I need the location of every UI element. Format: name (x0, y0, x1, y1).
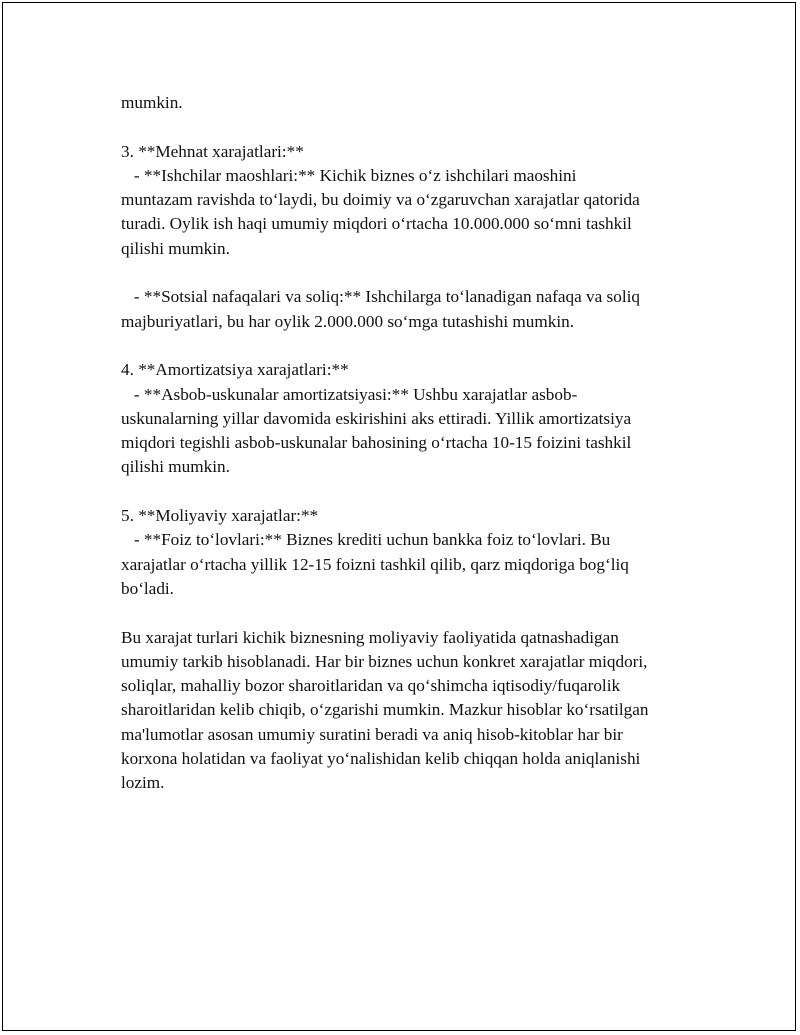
text-line: miqdori tegishli asbob-uskunalar bahosining o‘rtacha 10-15 foizini tashkil (121, 433, 632, 453)
blank-line (121, 261, 701, 285)
text-line: korxona holatidan va faoliyat yo‘nalishidan kelib chiqqan holda aniqlanishi (121, 749, 641, 769)
text-line: turadi. Oylik ish haqi umumiy miqdori o‘rtacha 10.000.000 so‘mni tashkil (121, 214, 632, 234)
section-heading: 3. **Mehnat xarajatlari:** (121, 141, 304, 161)
text-line: Bu xarajat turlari kichik biznesning moliyaviy faoliyatida qatnashadigan (121, 627, 619, 647)
text-line: sharoitlaridan kelib chiqib, o‘zgarishi mumkin. Mazkur hisoblar ko‘rsatilgan (121, 700, 649, 720)
document-body (121, 91, 701, 796)
text-line: soliqlar, mahalliy bozor sharoitlaridan va qo‘shimcha iqtisodiy/fuqarolik (121, 676, 621, 696)
text-line: - **Foiz to‘lovlari:** Biznes krediti uchun bankka foiz to‘lovlari. Bu (121, 530, 611, 550)
text-line: lozim. (121, 773, 165, 793)
blank-line (121, 480, 701, 504)
document-page (2, 2, 796, 1031)
text-line: - **Ishchilar maoshlari:** Kichik biznes o‘z ishchilari maoshini (121, 165, 577, 185)
text-line: umumiy tarkib hisoblanadi. Har bir biznes uchun konkret xarajatlar miqdori, (121, 651, 648, 671)
text-line: mumkin. (121, 93, 183, 112)
text-line: xarajatlar o‘rtacha yillik 12-15 foizni tashkil qilib, qarz miqdoriga bog‘liq (121, 554, 629, 574)
text-line: bo‘ladi. (121, 578, 174, 598)
text-line: - **Asbob-uskunalar amortizatsiyasi:** Ushbu xarajatlar asbob- (121, 384, 578, 404)
text-line: qilishi mumkin. (121, 457, 230, 477)
text-line: qilishi mumkin. (121, 238, 230, 258)
text-line: ma'lumotlar asosan umumiy suratini beradi va aniq hisob-kitoblar har bir (121, 724, 623, 744)
blank-line (121, 601, 701, 625)
blank-line (121, 334, 701, 358)
text-line: uskunalarning yillar davomida eskirishini aks ettiradi. Yillik amortizatsiya (121, 408, 632, 428)
text-line: - **Sotsial nafaqalari va soliq:** Ishchilarga to‘lanadigan nafaqa va soliq (121, 287, 640, 307)
text-line: muntazam ravishda to‘laydi, bu doimiy va o‘zgaruvchan xarajatlar qatorida (121, 190, 640, 210)
section-heading: 4. **Amortizatsiya xarajatlari:** (121, 360, 349, 380)
blank-line (121, 115, 701, 139)
text-line: majburiyatlari, bu har oylik 2.000.000 so‘mga tutashishi mumkin. (121, 311, 575, 331)
section-heading: 5. **Moliyaviy xarajatlar:** (121, 506, 319, 526)
